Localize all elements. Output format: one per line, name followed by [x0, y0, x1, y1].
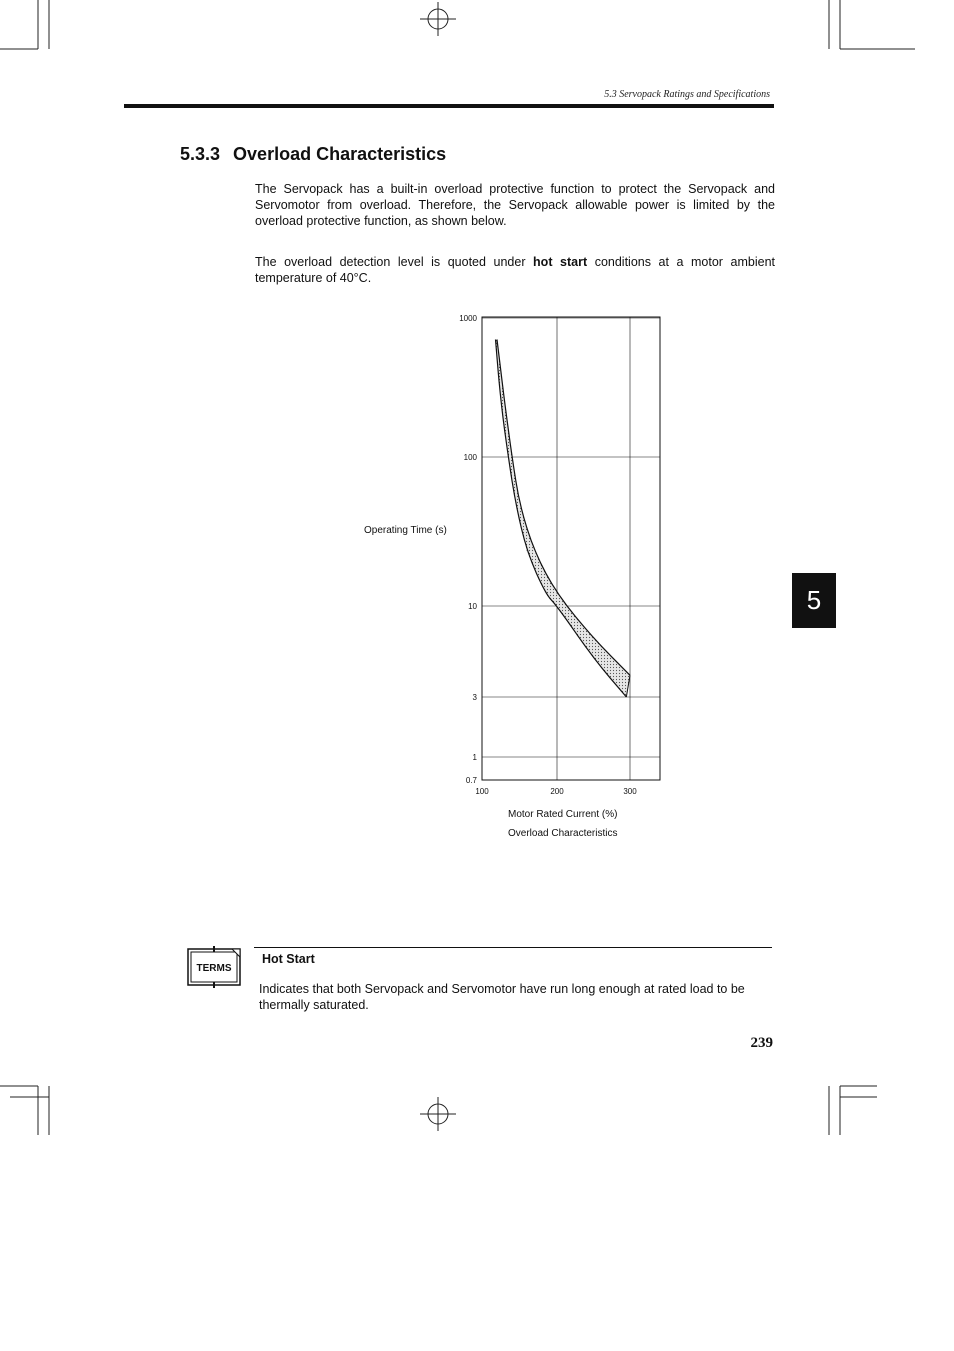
x-tick-label: 100 [475, 787, 489, 796]
y-tick-label: 100 [463, 453, 477, 462]
terms-book-icon [186, 946, 244, 988]
y-axis-label: Operating Time (s) [364, 525, 447, 536]
x-tick-labels [475, 787, 637, 796]
paragraph-intro: The Servopack has a built-in overload protective function to protect the Servopack and Servomotor from overload. Therefore, the Servopack allowable power is limited by the overload protective function, as shown below. [255, 182, 775, 228]
figure-caption: Overload Characteristics [508, 828, 618, 839]
terms-definition: Indicates that both Servopack and Servomotor have run long enough at rated load to be thermally saturated. [259, 982, 745, 1012]
overload-band [496, 340, 631, 698]
y-tick-label: 1000 [459, 314, 477, 323]
y-tick-label: 10 [468, 602, 477, 611]
y-tick-label: 0.7 [465, 776, 477, 785]
x-tick-label: 300 [623, 787, 637, 796]
band-fill [496, 340, 631, 698]
chapter-tab: 5 [792, 573, 836, 628]
plot-frame [482, 317, 660, 780]
section-title: Overload Characteristics [233, 144, 447, 164]
terms-heading: Hot Start [262, 952, 315, 966]
y-tick-label: 3 [472, 693, 477, 702]
terms-badge-label: TERMS [196, 963, 232, 974]
band-lower-curve [496, 340, 627, 698]
paragraph-text: The overload detection level is quoted under [255, 255, 534, 269]
paragraph-bold-term: hot start [533, 255, 588, 269]
terms-rule [254, 947, 772, 948]
x-axis-label: Motor Rated Current (%) [508, 809, 618, 820]
y-tick-labels [459, 314, 477, 785]
section-number: 5.3.3 [180, 144, 221, 164]
chart-grid [482, 317, 660, 780]
page-number: 239 [750, 1035, 773, 1051]
y-tick-label: 1 [472, 753, 477, 762]
x-tick-label: 200 [550, 787, 564, 796]
running-header: 5.3 Servopack Ratings and Specifications [604, 89, 770, 100]
paragraph-text: conditions at a motor ambient temperature of 40°C. [255, 255, 775, 285]
